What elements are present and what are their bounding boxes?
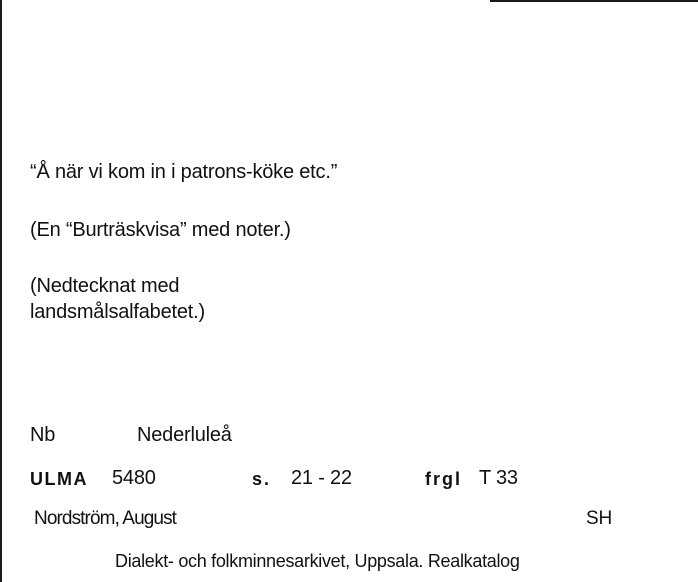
archive-footer: Dialekt- och folkminnesarkivet, Uppsala. Realkatalog: [115, 551, 520, 571]
card-top-rule: [490, 0, 698, 2]
questionnaire-number: T 33: [479, 467, 518, 489]
song-title: “Å när vi kom in i patrons-köke etc.”: [30, 161, 338, 183]
collector-name: Nordström, August: [34, 508, 177, 529]
archive-number: 5480: [112, 467, 156, 489]
questionnaire-label: frgl: [425, 469, 462, 489]
pages-label: s.: [252, 469, 272, 489]
card-left-edge: [0, 0, 2, 582]
notation-note-line-1: (Nedtecknat med: [30, 275, 180, 297]
notation-note-line-2: landsmålsalfabetet.): [30, 301, 205, 323]
recorder-initials: SH: [586, 508, 612, 529]
pages-value: 21 - 22: [291, 467, 352, 489]
region-name: Nederluleå: [137, 424, 232, 446]
archive-label: ULMA: [30, 469, 88, 489]
song-subtitle: (En “Burträskvisa” med noter.): [30, 219, 291, 241]
region-code: Nb: [30, 424, 56, 446]
